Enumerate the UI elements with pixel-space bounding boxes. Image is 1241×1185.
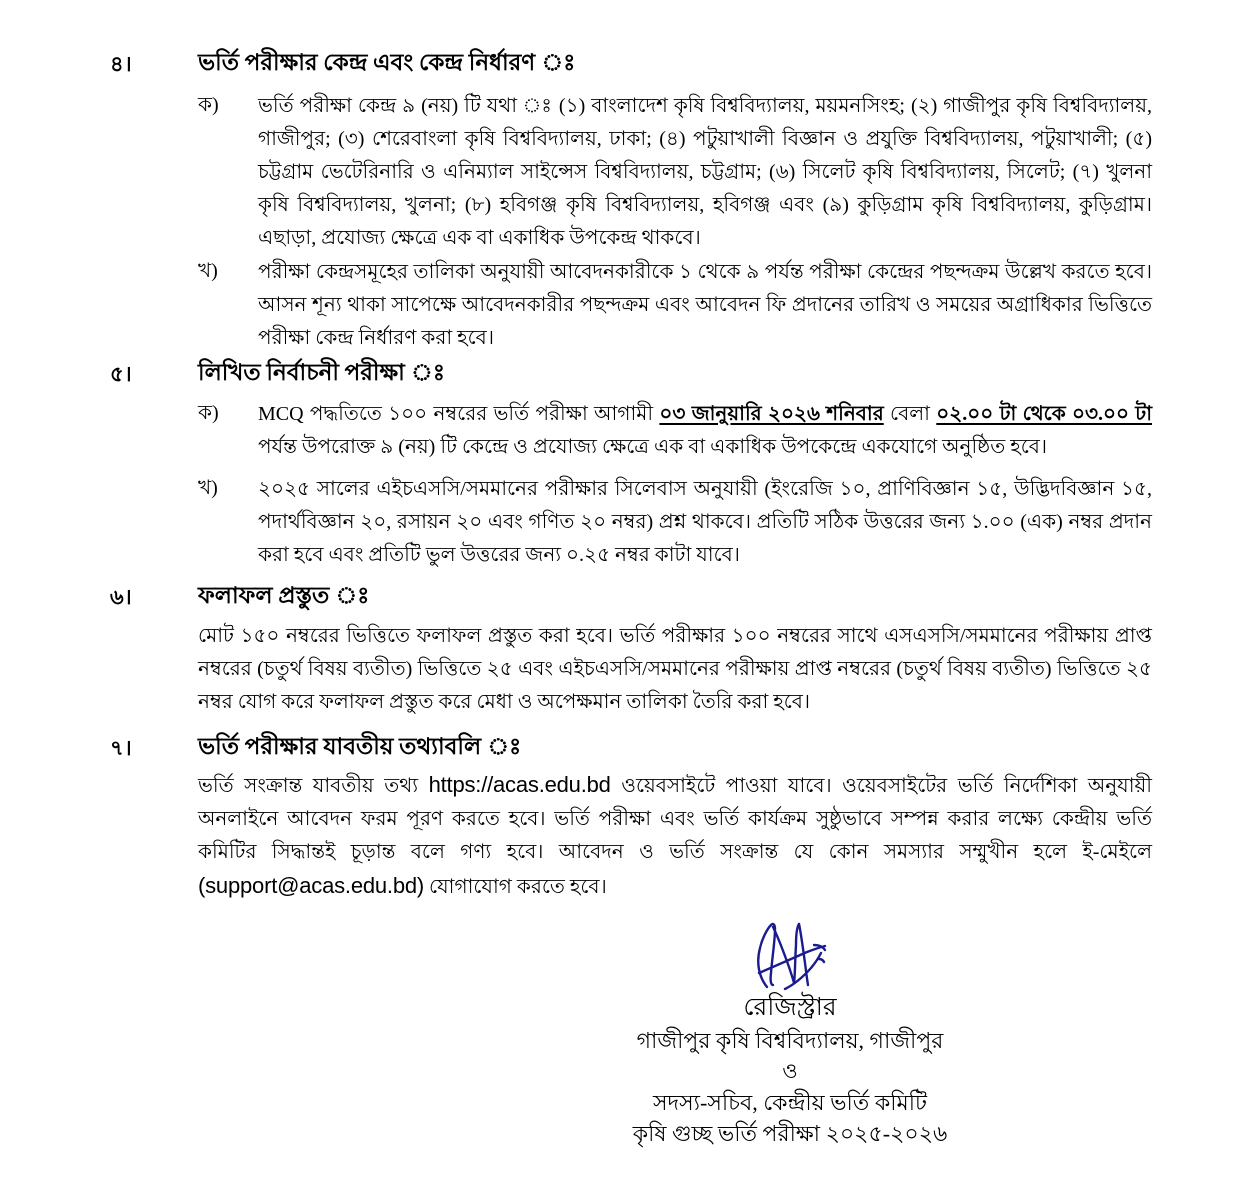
item-marker-ka: ক) [198,402,219,424]
signatory-conjunction: ও [782,1059,798,1083]
support-email[interactable]: (support@acas.edu.bd) [198,873,425,898]
signatory-title: রেজিস্ট্রার [743,994,837,1021]
website-url[interactable]: https://acas.edu.bd [428,772,611,797]
signatory-role: সদস্য-সচিব, কেন্দ্রীয় ভর্তি কমিটি [652,1090,927,1115]
item-marker-ka: ক) [198,94,219,116]
exam-outro-text: পর্যন্ত উপরোক্ত ৯ (নয়) টি কেন্দ্রে ও প্রযোজ্য ক্ষেত্রে এক বা একাধিক উপকেন্দ্রে একযোগে অনুষ্ঠিত হবে। [258,436,1048,458]
section-5-item-ka [198,398,1152,464]
signatory-institution: গাজীপুর কৃষি বিশ্ববিদ্যালয়, গাজীপুর [636,1028,944,1053]
section-heading-7: ভর্তি পরীক্ষার যাবতীয় তথ্যাবলি ঃ [198,734,522,759]
item-marker-kha: খ) [198,260,218,282]
exam-intro-text: MCQ পদ্ধতিতে ১০০ নম্বরের ভর্তি পরীক্ষা আগামী [258,403,660,425]
section-7-paragraph [198,768,1152,904]
section-4-item-ka [198,90,1152,255]
section-number-6: ৬। [110,585,133,609]
section-6-paragraph: মোট ১৫০ নম্বরের ভিত্তিতে ফলাফল প্রস্তুত করা হবে। ভর্তি পরীক্ষার ১০০ নম্বরের সাথে এসএসসি/সমমানের পরীক্ষায় প্রাপ্ত নম্বরের (চতুর্থ বিষয় ব্যতীত) ভিত্তিতে ২৫ এবং এইচএসসি/সমমানের পরীক্ষায় প্রাপ্ত নম্বরের (চতুর্থ বিষয় ব্যতীত) ভিত্তিতে ২৫ নম্বর যোগ করে ফলাফল প্রস্তুত করে মেধা ও অপেক্ষমান তালিকা তৈরি করা হবে। [198,625,1152,713]
section-heading-4: ভর্তি পরীক্ষার কেন্দ্র এবং কেন্দ্র নির্ধারণ ঃ [198,50,576,75]
item-text-5-kha: ২০২৫ সালের এইচএসসি/সমমানের পরীক্ষার সিলেবাস অনুযায়ী (ইংরেজি ১০, প্রাণিবিজ্ঞান ১৫, উদ্ভিদবিজ্ঞান ১৫, পদার্থবিজ্ঞান ২০, রসায়ন ২০ এবং গণিত ২০ নম্বর) প্রশ্ন থাকবে। প্রতিটি সঠিক উত্তরের জন্য ১.০০ (এক) নম্বর প্রদান করা হবে এবং প্রতিটি ভুল উত্তরের জন্য ০.২৫ নম্বর কাটা যাবে। [258,478,1152,566]
exam-date-highlight: ০৩ জানুয়ারি ২০২৬ শনিবার [659,403,884,425]
section-number-4: ৪। [110,52,133,76]
exam-time-highlight: ০২.০০ টা থেকে ০৩.০০ টা [936,403,1153,425]
handwritten-signature-icon [715,915,865,995]
item-text-5-ka [258,398,1152,464]
section-heading-6: ফলাফল প্রস্তুত ঃ [198,583,370,608]
info-text-part2: ওয়েবসাইটে পাওয়া যাবে। ওয়েবসাইটের ভর্তি নির্দেশিকা অনুযায়ী অনলাইনে আবেদন ফরম পূরণ করতে হবে। ভর্তি পরীক্ষা এবং ভর্তি কার্যক্রম সুষ্ঠুভাবে সম্পন্ন করার লক্ষ্যে কেন্দ্রীয় ভর্তি কমিটির সিদ্ধান্তই চূড়ান্ত বলে গণ্য হবে। আবেদন ও ভর্তি সংক্রান্ত যে কোন সমস্যার সম্মুখীন হলে ই-মেইলে [198,775,1153,863]
section-4-item-kha [198,256,1152,355]
item-marker-kha: খ) [198,477,218,499]
info-text-part3: যোগাযোগ করতে হবে। [424,876,607,898]
signatory-programme: কৃষি গুচ্ছ ভর্তি পরীক্ষা ২০২৫-২০২৬ [632,1121,948,1146]
section-number-5: ৫। [110,362,133,386]
exam-text-between: বেলা [883,403,937,425]
signature-block [480,915,1100,1149]
section-5-item-kha [198,473,1152,572]
section-number-7: ৭। [110,736,133,760]
item-text-4-ka: ভর্তি পরীক্ষা কেন্দ্র ৯ (নয়) টি যথা ঃ (১) বাংলাদেশ কৃষি বিশ্ববিদ্যালয়, ময়মনসিংহ; (২) গাজীপুর কৃষি বিশ্ববিদ্যালয়, গাজীপুর; (৩) শেরেবাংলা কৃষি বিশ্ববিদ্যালয়, ঢাকা; (৪) পটুয়াখালী বিজ্ঞান ও প্রযুক্তি বিশ্ববিদ্যালয়, পটুয়াখালী; (৫) চট্টগ্রাম ভেটেরিনারি ও এনিম্যাল সাইন্সেস বিশ্ববিদ্যালয়, চট্টগ্রাম; (৬) সিলেট কৃষি বিশ্ববিদ্যালয়, সিলেট; (৭) খুলনা কৃষি বিশ্ববিদ্যালয়, খুলনা; (৮) হবিগঞ্জ কৃষি বিশ্ববিদ্যালয়, হবিগঞ্জ এবং (৯) কুড়িগ্রাম কৃষি বিশ্ববিদ্যালয়, কুড়িগ্রাম। এছাড়া, প্রযোজ্য ক্ষেত্রে এক বা একাধিক উপকেন্দ্র থাকবে। [258,95,1152,249]
section-heading-5: লিখিত নির্বাচনী পরীক্ষা ঃ [198,360,445,385]
item-text-4-kha: পরীক্ষা কেন্দ্রসমূহের তালিকা অনুযায়ী আবেদনকারীকে ১ থেকে ৯ পর্যন্ত পরীক্ষা কেন্দ্রের পছন্দক্রম উল্লেখ করতে হবে। আসন শূন্য থাকা সাপেক্ষে আবেদনকারীর পছন্দক্রম এবং আবেদন ফি প্রদানের তারিখ ও সময়ের অগ্রাধিকার ভিত্তিতে পরীক্ষা কেন্দ্র নির্ধারণ করা হবে। [258,261,1152,349]
info-text-part1: ভর্তি সংক্রান্ত যাবতীয় তথ্য [198,775,429,797]
